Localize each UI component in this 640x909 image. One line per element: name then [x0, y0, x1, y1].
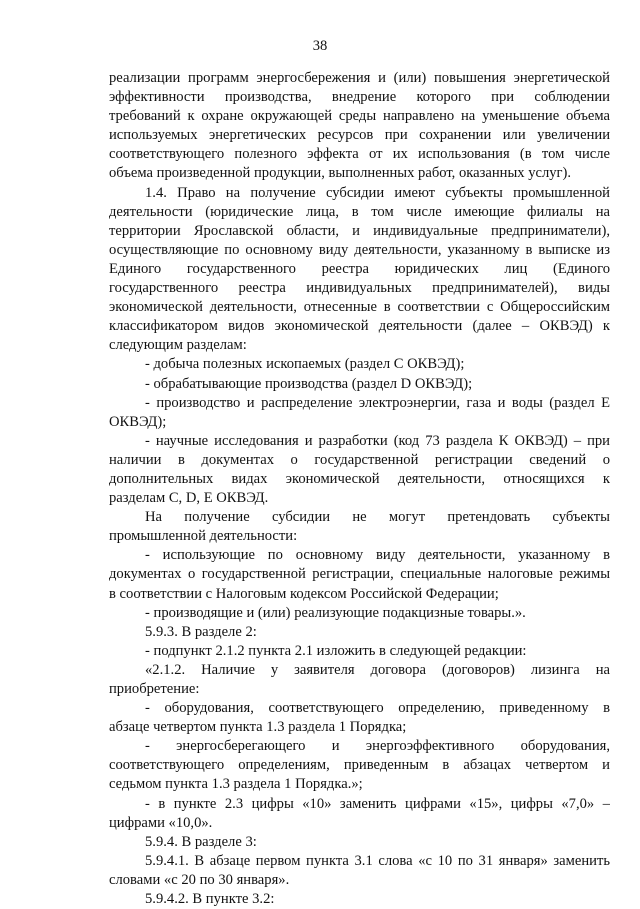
page-number: 38 — [312, 38, 328, 54]
text-line: используемых энергетических ресурсов при сохранении или увеличении — [109, 127, 610, 144]
text-line: - обрабатывающие производства (раздел D ОКВЭД); — [145, 375, 473, 392]
text-line: 1.4. Право на получение субсидии имеют субъекты промышленной — [145, 184, 610, 201]
text-line: - оборудования, соответствующего определению, приведенному в — [145, 700, 610, 717]
text-line: объема произведенной продукции, выполненных работ, оказанных услуг). — [109, 165, 572, 182]
text-line: - добыча полезных ископаемых (раздел С ОКВЭД); — [145, 356, 465, 373]
text-line: 5.9.4. В разделе 3: — [145, 833, 257, 850]
text-line: разделам С, D, Е ОКВЭД. — [109, 490, 269, 507]
text-line: цифрами «10,0». — [109, 814, 213, 831]
text-line: государственного реестра индивидуальных предпринимателей), виды — [109, 280, 610, 297]
text-line: эффективности производства, внедрение которого при соблюдении — [109, 89, 610, 106]
text-line: На получение субсидии не могут претендовать субъекты — [145, 509, 610, 526]
text-line: классификатором видов экономической деятельности (далее – ОКВЭД) к — [109, 318, 610, 335]
text-line: - производящие и (или) реализующие подакцизные товары.». — [145, 604, 526, 621]
text-line: осуществляющие по основному виду деятельности, указанному в выписке из — [109, 241, 610, 258]
text-line: соответствующего определениям, приведенным в абзацах четвертом и — [109, 757, 610, 774]
text-line: реализации программ энергосбережения и (или) повышения энергетической — [109, 70, 610, 86]
text-line: приобретение: — [109, 681, 200, 697]
text-line: требований к охране окружающей среды направлено на уменьшение объема — [109, 108, 610, 125]
text-line: - энергосберегающего и энергоэффективного оборудования, — [145, 738, 610, 755]
text-line: территории Ярославской области, и индивидуальные предприниматели), — [109, 222, 610, 239]
text-line: экономической деятельности, отнесенные в соответствии с Общероссийским — [109, 299, 610, 316]
text-line: деятельности (юридические лица, в том числе имеющие филиалы на — [109, 203, 610, 220]
text-line: документах о государственной регистрации, специальные налоговые режимы — [109, 566, 610, 583]
text-line: седьмом пункта 1.3 раздела 1 Порядка.»; — [109, 776, 363, 793]
text-line: - производство и распределение электроэнергии, газа и воды (раздел Е — [145, 394, 610, 411]
text-line: абзаце четвертом пункта 1.3 раздела 1 Порядка; — [109, 719, 407, 736]
text-line: Единого государственного реестра юридических лиц (Единого — [109, 260, 610, 277]
document-body — [109, 69, 610, 909]
text-line: дополнительных видах экономической деятельности, относящихся к — [109, 470, 610, 487]
text-line: промышленной деятельности: — [109, 528, 298, 545]
text-line: «2.1.2. Наличие у заявителя договора (договоров) лизинга на — [145, 661, 610, 678]
text-line: 5.9.3. В разделе 2: — [145, 623, 257, 640]
text-line: наличии в документах о государственной регистрации сведений о — [109, 451, 610, 468]
text-line: - подпункт 2.1.2 пункта 2.1 изложить в следующей редакции: — [145, 642, 527, 659]
text-line: 5.9.4.1. В абзаце первом пункта 3.1 слова «с 10 по 31 января» заменить — [145, 852, 610, 869]
text-line: ОКВЭД); — [109, 413, 167, 430]
text-line: - использующие по основному виду деятельности, указанному в — [145, 547, 610, 564]
text-line: 5.9.4.2. В пункте 3.2: — [145, 891, 275, 908]
text-line: словами «с 20 по 30 января». — [109, 871, 290, 888]
text-line: в соответствии с Налоговым кодексом Российской Федерации; — [109, 585, 499, 602]
text-line: - в пункте 2.3 цифры «10» заменить цифрами «15», цифры «7,0» – — [145, 795, 610, 812]
text-line: следующим разделам: — [109, 337, 247, 354]
text-line: соответствующего полезного эффекта от их использования (в том числе — [109, 146, 610, 163]
text-line: - научные исследования и разработки (код 73 раздела К ОКВЭД) – при — [145, 432, 610, 449]
